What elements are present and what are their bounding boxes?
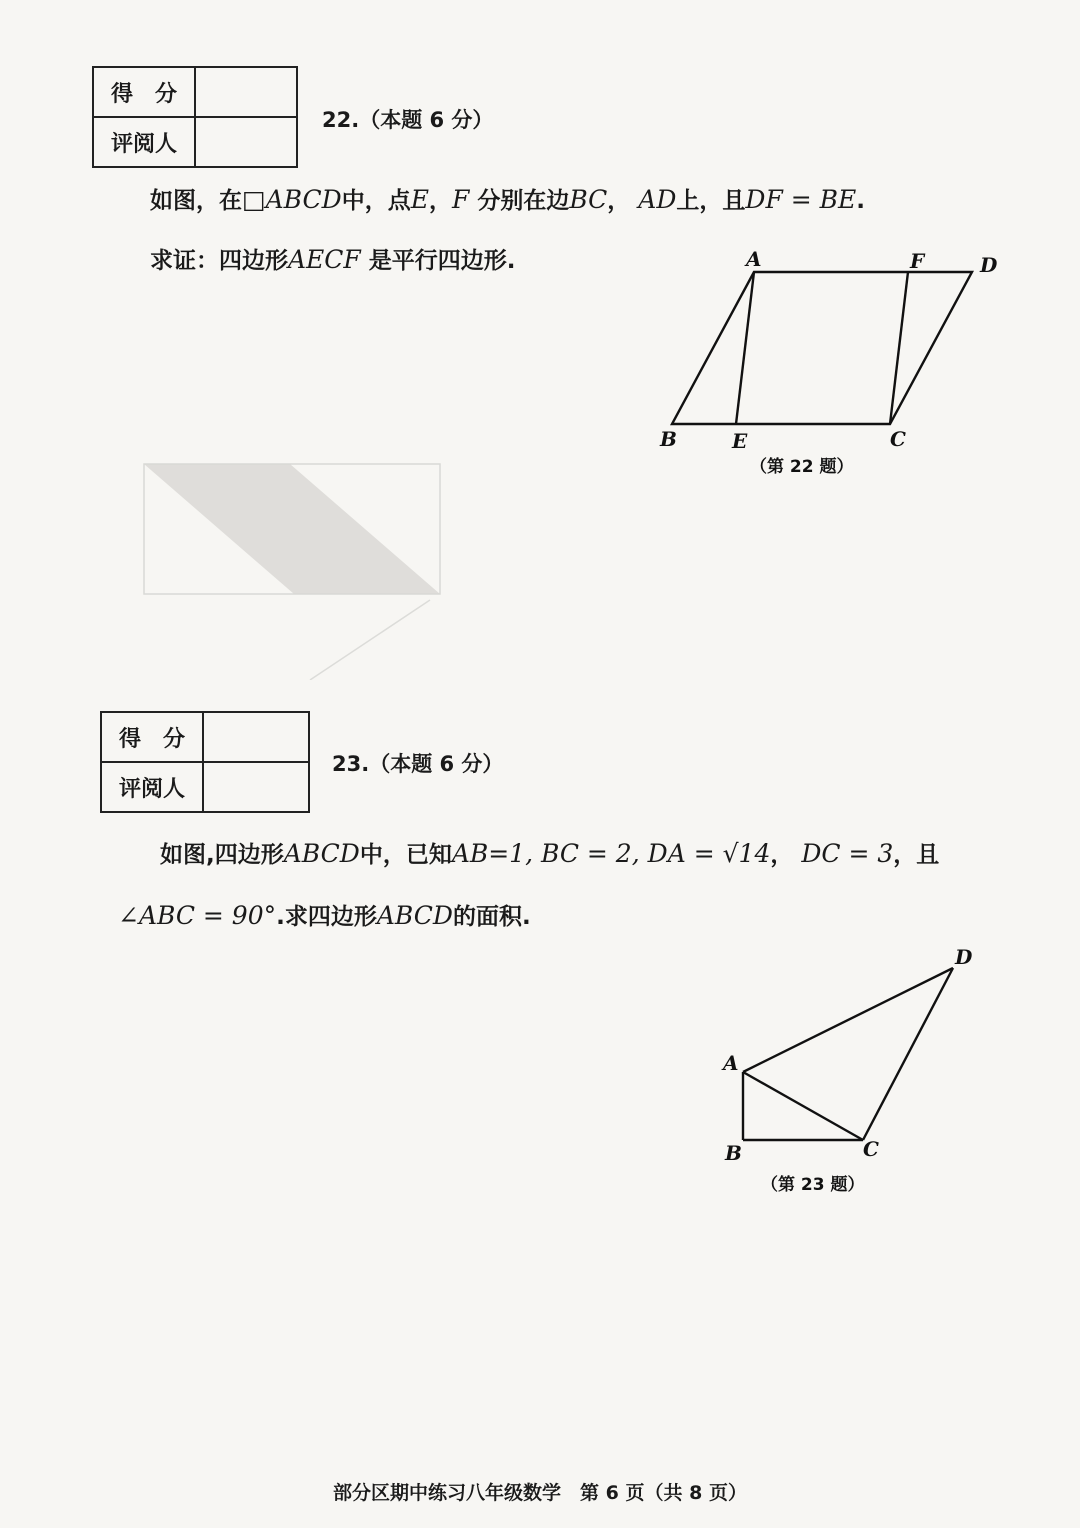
q23-score-cell	[203, 712, 309, 762]
q22-grader-label: 评阅人	[93, 117, 195, 167]
q22-caption: （第 22 题）	[750, 457, 854, 477]
q23-score-box	[100, 711, 310, 813]
segment-ad	[743, 968, 953, 1072]
label-b: B	[660, 427, 677, 451]
label-b: B	[725, 1141, 742, 1165]
q23-score-label: 得 分	[101, 712, 203, 762]
q22-figure	[650, 240, 1020, 484]
label-d: D	[980, 253, 998, 277]
q23-figure	[715, 940, 1005, 1214]
q22-text-line1: 如图，在□ABCD中，点E，F 分别在边BC， AD上，且DF = BE.	[150, 185, 866, 214]
q22-grader-cell	[195, 117, 297, 167]
segment-fc	[890, 272, 908, 424]
parallelogram-abcd	[672, 272, 972, 424]
q22-score-box	[92, 66, 298, 168]
q22-header: 22.（本题 6 分）	[322, 108, 494, 132]
label-d: D	[955, 945, 973, 969]
label-c: C	[863, 1137, 879, 1161]
q22-score-label: 得 分	[93, 67, 195, 117]
label-c: C	[890, 427, 906, 451]
q23-header: 23.（本题 6 分）	[332, 752, 504, 776]
label-e: E	[732, 429, 748, 453]
label-a: A	[746, 247, 762, 271]
segment-ae	[736, 272, 754, 424]
q22-score-cell	[195, 67, 297, 117]
segment-ac	[743, 1072, 863, 1140]
segment-dc	[863, 968, 953, 1140]
q23-caption: （第 23 题）	[761, 1175, 865, 1195]
q23-grader-label: 评阅人	[101, 762, 203, 812]
q22-text-line2: 求证：四边形AECF 是平行四边形.	[150, 245, 516, 274]
reverse-side-bleed	[130, 450, 470, 684]
q23-text-line1: 如图,四边形ABCD中，已知AB=1, BC = 2, DA = √14， DC = 3，且	[160, 839, 940, 868]
q23-grader-cell	[203, 762, 309, 812]
label-f: F	[910, 249, 925, 273]
page-footer: 部分区期中练习八年级数学 第 6 页（共 8 页）	[333, 1482, 747, 1504]
label-a: A	[723, 1051, 739, 1075]
q23-text-line2: ∠ABC = 90°.求四边形ABCD的面积.	[118, 901, 531, 930]
